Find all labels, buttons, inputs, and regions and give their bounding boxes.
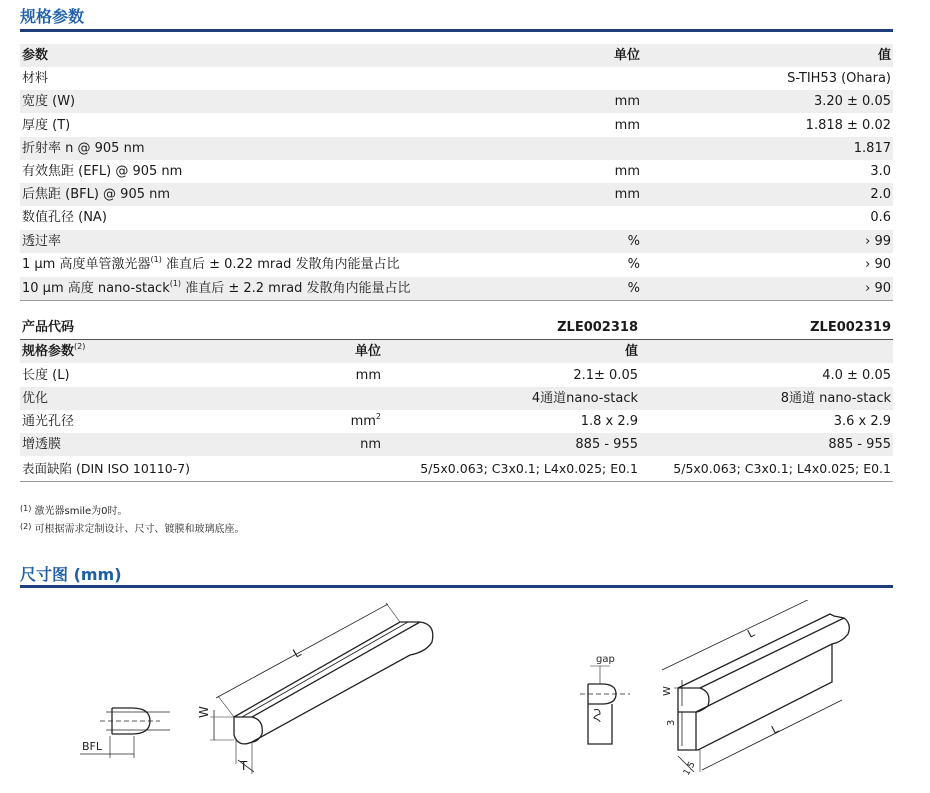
specs-title-rule: [20, 29, 893, 32]
dim-label-L: L: [290, 645, 304, 661]
header-param: 规格参数$^{(2)}$: [22, 342, 86, 359]
header-unit: 单位: [354, 344, 381, 359]
spec-unit: %: [627, 234, 640, 249]
product-row: [20, 433, 893, 456]
footnote-ref: (2): [74, 342, 86, 351]
product-header-row: [20, 340, 893, 363]
divider: [20, 300, 893, 301]
spec-name: 厚度 (T): [22, 118, 71, 133]
product-unit: nm: [360, 437, 381, 452]
product-code-2: ZLE002319: [810, 320, 891, 335]
spec-name: 数值孔径 (NA): [22, 210, 107, 225]
product-row: [20, 457, 893, 480]
spec-unit: mm: [614, 118, 640, 133]
header-value: 值: [624, 344, 638, 359]
product-code-label: 产品代码: [22, 320, 75, 335]
spec-name: 宽度 (W): [22, 94, 76, 109]
dim-label-W: W: [662, 686, 673, 696]
spec-name: 10 µm 高度 nano-stack$^{(1)}$ 准直后 ± 2.2 mrad 发散角内能量占比: [22, 279, 411, 296]
footnote-ref: (1): [169, 279, 182, 288]
spec-value: 3.20 ± 0.05: [813, 94, 891, 109]
spec-value: › 99: [865, 234, 891, 249]
footnote-1: $^{(1)}$ 激光器smile为0时。: [20, 504, 128, 517]
dim-label-T: T: [240, 759, 248, 773]
spec-value: 3.0: [870, 164, 891, 179]
product-unit: $mm^2$: [350, 412, 381, 429]
dim-label-L-top: L: [745, 626, 757, 641]
lens-drawing-left: [70, 600, 470, 790]
product-value-1: 1.8 x 2.9: [580, 414, 638, 429]
product-param: 优化: [22, 391, 49, 406]
spec-unit: %: [627, 257, 640, 272]
spec-row: [20, 114, 893, 137]
dim-label-BFL: BFL: [82, 740, 103, 753]
product-param: 通光孔径: [22, 414, 75, 429]
specs-header-row: [20, 44, 893, 67]
product-param: 表面缺陷 (DIN ISO 10110-7): [22, 461, 191, 476]
product-row: [20, 364, 893, 387]
spec-value: 2.0: [870, 187, 891, 202]
dimensions-title: 尺寸图 (mm): [20, 565, 122, 584]
spec-name: 透过率: [22, 234, 62, 249]
product-value-1: 4通道nano-stack: [531, 391, 638, 406]
spec-name: 后焦距 (BFL) @ 905 nm: [22, 187, 171, 202]
spec-row: [20, 137, 893, 160]
header-value: 值: [877, 48, 891, 63]
spec-row: [20, 277, 893, 300]
footnote-ref: (1): [150, 255, 162, 264]
product-unit: mm: [355, 368, 381, 383]
product-value-2: 3.6 x 2.9: [833, 414, 891, 429]
spec-value: 0.6: [870, 210, 891, 225]
dim-label-W: W: [197, 706, 211, 718]
dim-label-1-5: 1.5: [681, 760, 698, 778]
spec-row: [20, 206, 893, 229]
specs-title: 规格参数: [20, 7, 85, 26]
spec-value: S-TIH53 (Ohara): [787, 71, 891, 86]
header-param: 参数: [22, 48, 49, 63]
product-value-2: 8通道 nano-stack: [780, 391, 891, 406]
lens-drawing-right: [570, 600, 900, 790]
spec-name: 材料: [22, 71, 49, 86]
spec-row: [20, 160, 893, 183]
product-param: 增透膜: [22, 437, 62, 452]
product-code-1: ZLE002318: [557, 320, 638, 335]
spec-row: [20, 183, 893, 206]
dim-label-3: 3: [666, 719, 677, 726]
spec-value: › 90: [865, 257, 891, 272]
spec-unit: %: [627, 281, 640, 296]
spec-value: 1.818 ± 0.02: [805, 118, 891, 133]
product-value-2: 885 - 955: [828, 437, 891, 452]
spec-name: 1 µm 高度单管激光器$^{(1)}$ 准直后 ± 0.22 mrad 发散角内能量占比: [22, 255, 400, 272]
product-param: 长度 (L): [22, 368, 70, 383]
spec-row: [20, 90, 893, 113]
spec-unit: mm: [614, 187, 640, 202]
spec-row: [20, 253, 893, 276]
spec-unit: mm: [614, 164, 640, 179]
product-value-1: 5/5x0.063; C3x0.1; L4x0.025; E0.1: [420, 461, 638, 476]
spec-row: [20, 67, 893, 90]
spec-name: 折射率 n @ 905 nm: [22, 141, 145, 156]
dim-label-L-bottom: L: [769, 722, 781, 737]
product-row: [20, 387, 893, 410]
dimensions-title-rule: [20, 585, 893, 588]
product-value-2: 4.0 ± 0.05: [822, 368, 891, 383]
spec-value: 1.817: [853, 141, 891, 156]
spec-name: 有效焦距 (EFL) @ 905 nm: [22, 164, 183, 179]
dim-label-gap: gap: [596, 654, 615, 665]
product-code-row: [20, 316, 893, 339]
spec-row: [20, 230, 893, 253]
product-row: [20, 410, 893, 433]
footnote-2: $^{(2)}$ 可根据需求定制设计、尺寸、镀膜和玻璃底座。: [20, 522, 245, 535]
header-unit: 单位: [613, 48, 640, 63]
spec-value: › 90: [865, 281, 891, 296]
divider: [20, 481, 893, 482]
product-value-1: 2.1± 0.05: [573, 368, 638, 383]
product-value-2: 5/5x0.063; C3x0.1; L4x0.025; E0.1: [673, 461, 891, 476]
spec-unit: mm: [614, 94, 640, 109]
product-value-1: 885 - 955: [575, 437, 638, 452]
